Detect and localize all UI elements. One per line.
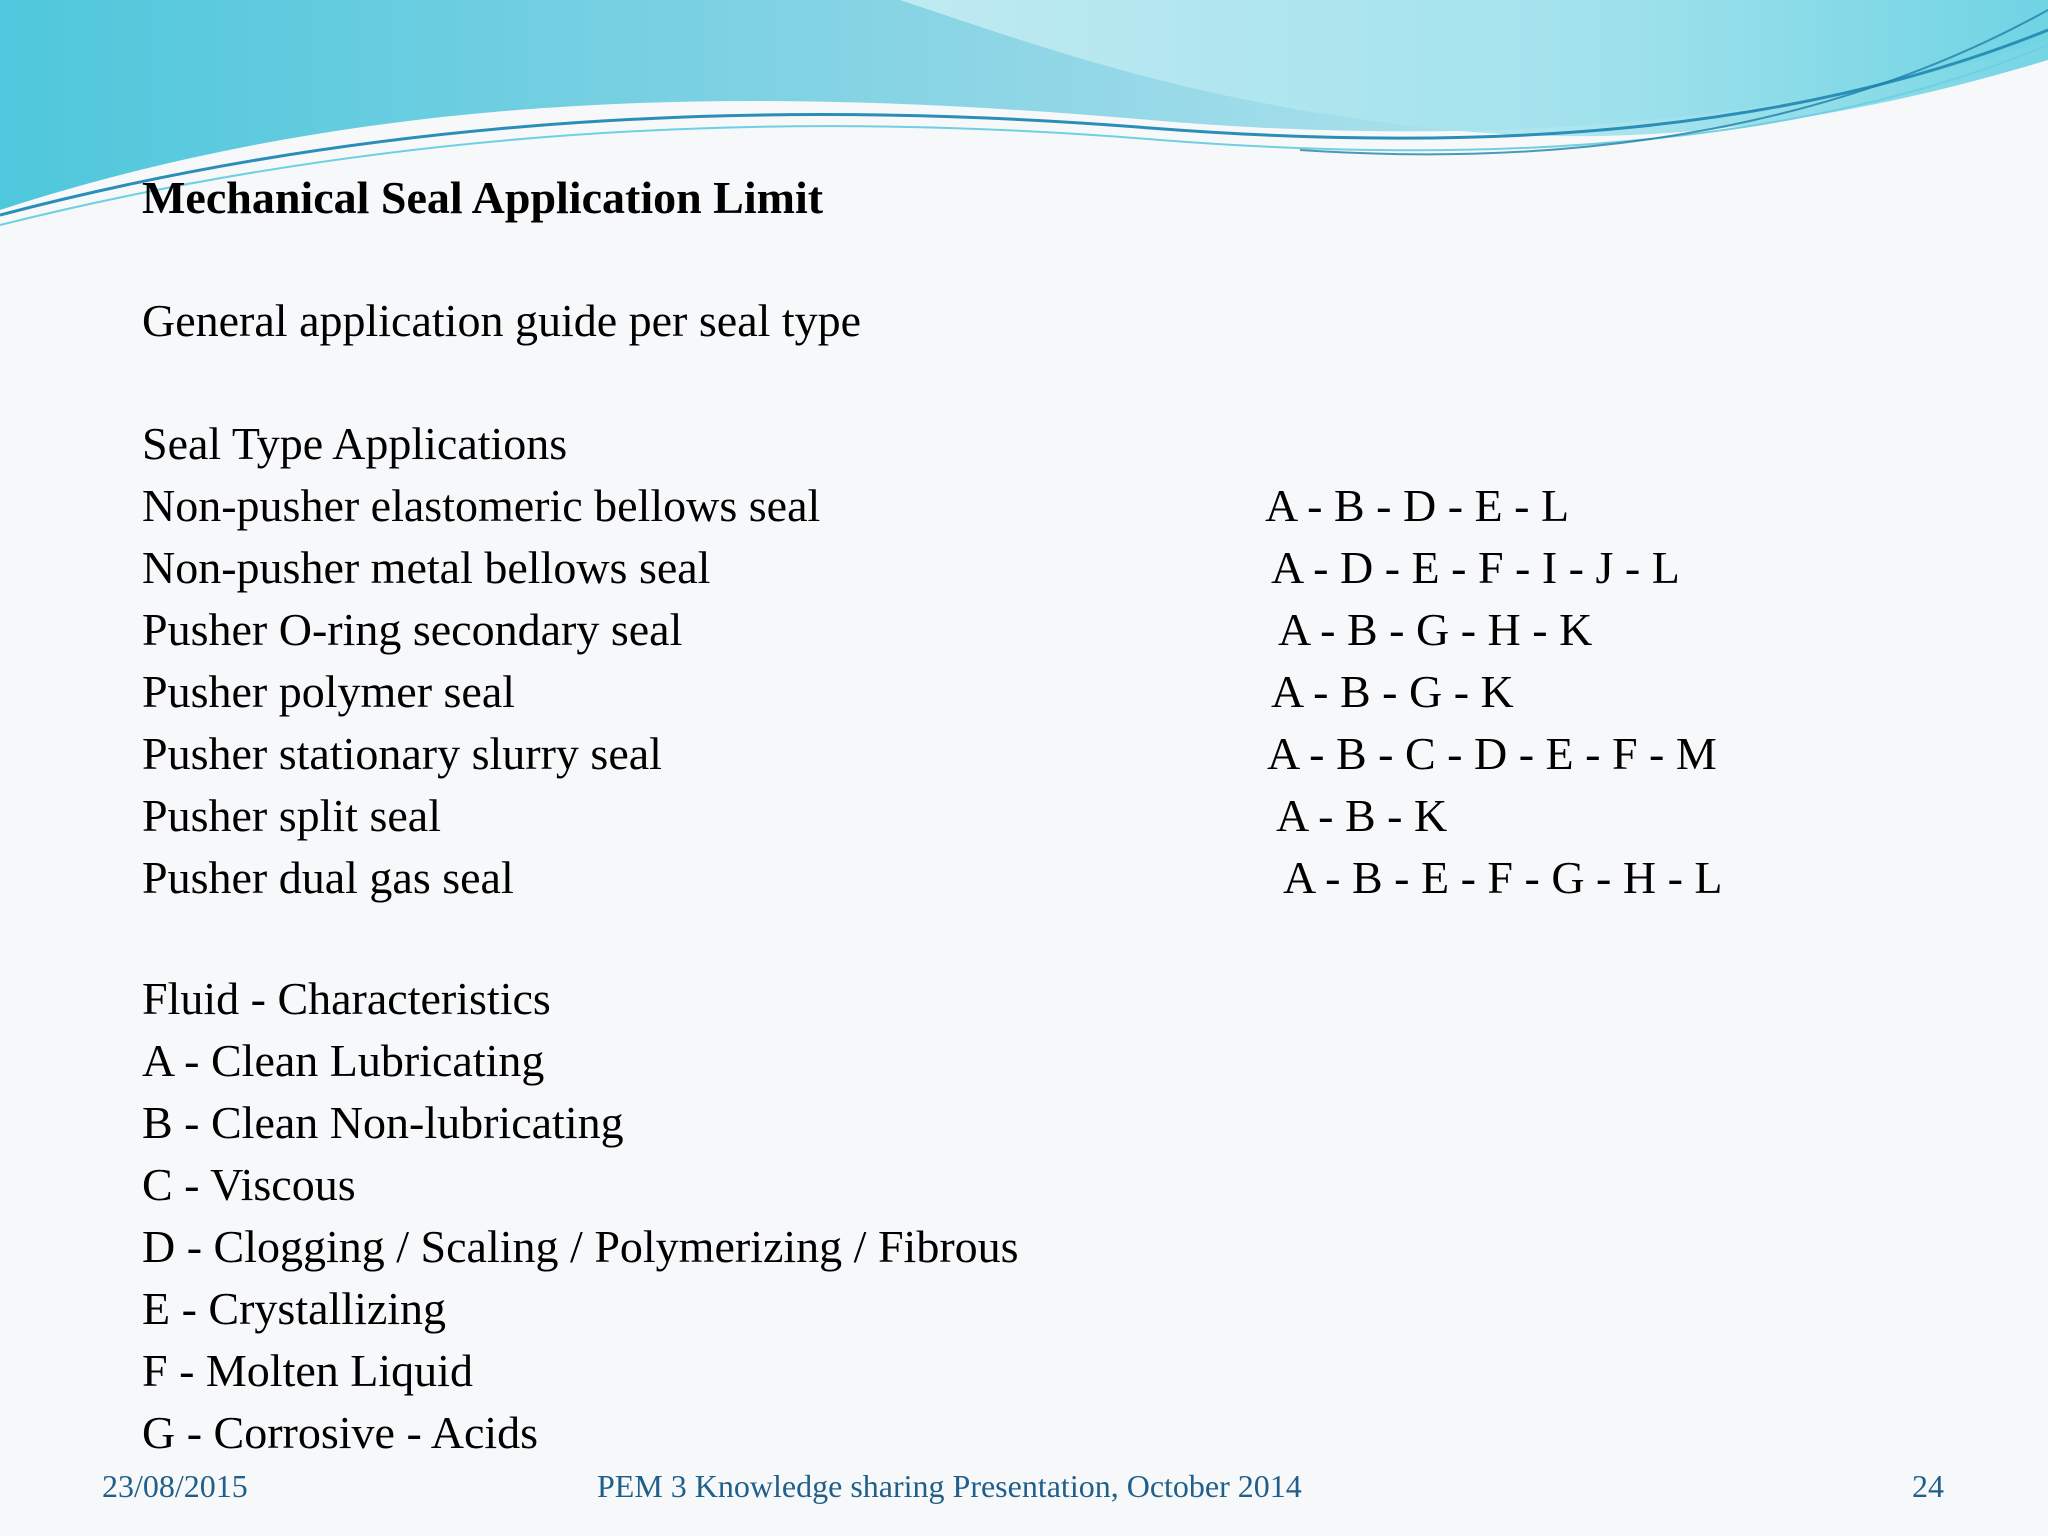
fluid-characteristic-item: C - Viscous	[142, 1159, 356, 1210]
seal-type-label: Pusher dual gas seal	[142, 852, 514, 903]
seal-section-header: Seal Type Applications	[142, 418, 568, 469]
seal-type-label: Pusher polymer seal	[142, 666, 516, 717]
seal-application-codes: A - B - G - K	[1271, 666, 1514, 717]
seal-application-codes: A - B - G - H - K	[1278, 604, 1593, 655]
slide-title: Mechanical Seal Application Limit	[142, 172, 824, 223]
seal-application-codes: A - B - D - E - L	[1265, 480, 1570, 531]
fluid-characteristic-item: D - Clogging / Scaling / Polymerizing / Fibrous	[142, 1221, 1019, 1272]
slide-subtitle: General application guide per seal type	[142, 295, 862, 346]
seal-type-label: Pusher O-ring secondary seal	[142, 604, 683, 655]
seal-type-label: Non-pusher elastomeric bellows seal	[142, 480, 821, 531]
footer-date: 23/08/2015	[102, 1468, 248, 1504]
fluid-characteristic-item: A - Clean Lubricating	[142, 1035, 545, 1086]
footer-page-number: 24	[1912, 1468, 1944, 1504]
seal-type-label: Pusher stationary slurry seal	[142, 728, 662, 779]
seal-application-codes: A - D - E - F - I - J - L	[1271, 542, 1680, 593]
seal-type-label: Pusher split seal	[142, 790, 441, 841]
fluid-characteristic-item: G - Corrosive - Acids	[142, 1407, 539, 1458]
seal-application-codes: A - B - C - D - E - F - M	[1267, 728, 1717, 779]
fluid-section-header: Fluid - Characteristics	[142, 973, 551, 1024]
seal-type-label: Non-pusher metal bellows seal	[142, 542, 711, 593]
footer-presentation-title: PEM 3 Knowledge sharing Presentation, October 2014	[597, 1468, 1302, 1504]
fluid-characteristic-item: B - Clean Non-lubricating	[142, 1097, 624, 1148]
fluid-characteristic-item: E - Crystallizing	[142, 1283, 447, 1334]
seal-application-codes: A - B - E - F - G - H - L	[1283, 852, 1723, 903]
seal-application-codes: A - B - K	[1276, 790, 1448, 841]
fluid-characteristic-item: F - Molten Liquid	[142, 1345, 473, 1396]
